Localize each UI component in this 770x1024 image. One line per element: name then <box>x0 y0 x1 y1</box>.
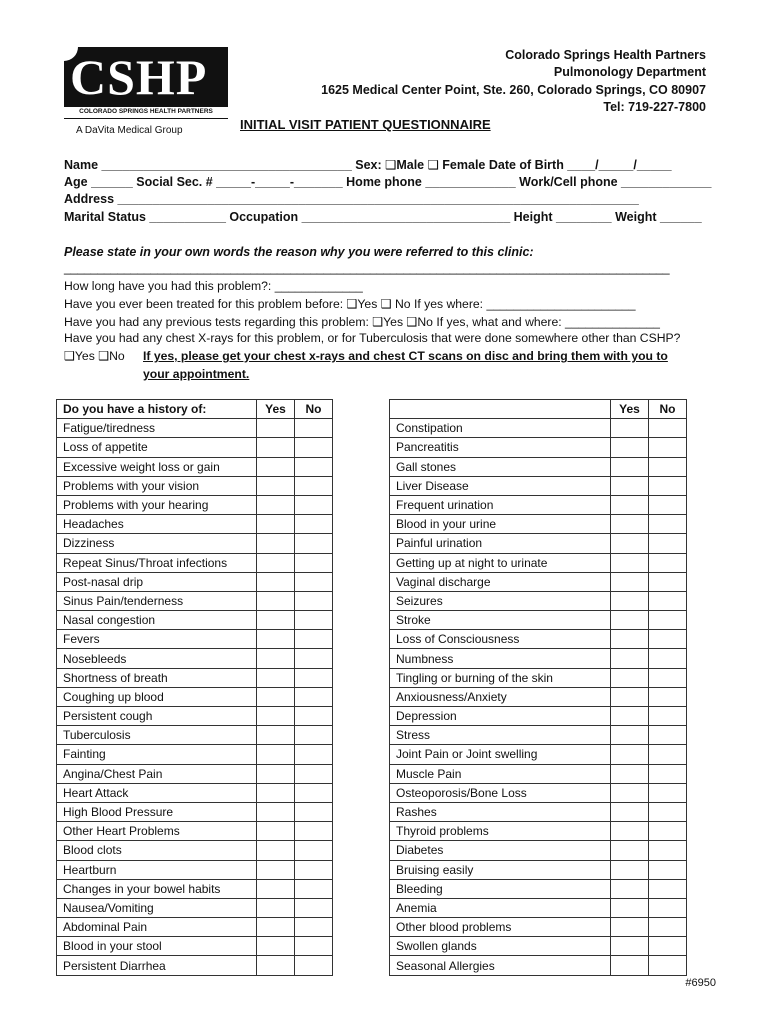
org-name: Colorado Springs Health Partners <box>505 48 706 62</box>
yes-checkbox[interactable] <box>257 649 295 668</box>
no-checkbox[interactable] <box>649 611 687 630</box>
logo-mark: CSHP <box>70 49 208 105</box>
condition-label: Problems with your hearing <box>57 495 257 514</box>
no-checkbox[interactable] <box>295 457 333 476</box>
column-gap <box>333 956 390 975</box>
table-header-row <box>57 400 687 419</box>
yes-checkbox[interactable] <box>257 668 295 687</box>
condition-label: Heartburn <box>57 860 257 879</box>
condition-label: Excessive weight loss or gain <box>57 457 257 476</box>
chest-xray-instructions-cont: your appointment. <box>143 367 250 381</box>
condition-label: Fevers <box>57 630 257 649</box>
marital-occupation-line[interactable]: Marital Status ___________ Occupation ______________________________ Height ________ Weight ______ <box>64 210 702 224</box>
table-row <box>57 457 687 476</box>
condition-label: Anxiousness/Anxiety <box>390 687 611 706</box>
column-gap <box>333 515 390 534</box>
yes-checkbox[interactable] <box>257 534 295 553</box>
condition-label: Repeat Sinus/Throat infections <box>57 553 257 572</box>
no-checkbox[interactable] <box>295 726 333 745</box>
page-title: INITIAL VISIT PATIENT QUESTIONNAIRE <box>240 117 491 132</box>
condition-label: Nasal congestion <box>57 611 257 630</box>
no-checkbox[interactable] <box>295 534 333 553</box>
table-row <box>57 918 687 937</box>
yes-checkbox[interactable] <box>611 802 649 821</box>
yes-checkbox[interactable] <box>611 687 649 706</box>
column-gap <box>333 783 390 802</box>
condition-label: Coughing up blood <box>57 687 257 706</box>
table-row <box>57 553 687 572</box>
condition-label: Anemia <box>390 898 611 917</box>
condition-label: Numbness <box>390 649 611 668</box>
yes-checkbox[interactable] <box>611 591 649 610</box>
table-row <box>57 515 687 534</box>
condition-label: Dizziness <box>57 534 257 553</box>
logo-tagline: A DaVita Medical Group <box>76 125 183 136</box>
no-checkbox[interactable] <box>649 802 687 821</box>
yes-checkbox[interactable] <box>611 534 649 553</box>
no-checkbox[interactable] <box>649 553 687 572</box>
condition-label: Muscle Pain <box>390 764 611 783</box>
condition-label: Heart Attack <box>57 783 257 802</box>
yes-checkbox[interactable] <box>611 841 649 860</box>
yes-checkbox[interactable] <box>611 419 649 438</box>
condition-label: Tingling or burning of the skin <box>390 668 611 687</box>
no-checkbox[interactable] <box>649 898 687 917</box>
yes-checkbox[interactable] <box>257 879 295 898</box>
telephone: Tel: 719-227-7800 <box>603 100 706 114</box>
no-checkbox[interactable] <box>295 879 333 898</box>
condition-label: Getting up at night to urinate <box>390 553 611 572</box>
table-row <box>57 860 687 879</box>
table-row <box>57 687 687 706</box>
no-checkbox[interactable] <box>649 726 687 745</box>
condition-label: Gall stones <box>390 457 611 476</box>
yes-checkbox[interactable] <box>611 495 649 514</box>
condition-label: Fainting <box>57 745 257 764</box>
yes-checkbox[interactable] <box>257 495 295 514</box>
column-gap <box>333 534 390 553</box>
table-row <box>57 495 687 514</box>
chest-xray-question: Have you had any chest X-rays for this problem, or for Tuberculosis that were done somewhere other than CSHP? <box>64 331 681 345</box>
no-checkbox[interactable] <box>649 918 687 937</box>
history-header-label-right <box>390 400 611 419</box>
table-row <box>57 783 687 802</box>
no-checkbox[interactable] <box>649 419 687 438</box>
condition-label: Headaches <box>57 515 257 534</box>
reason-prompt: Please state in your own words the reason why you were referred to this clinic: <box>64 245 534 259</box>
table-row <box>57 726 687 745</box>
yes-checkbox[interactable] <box>611 918 649 937</box>
condition-label: Persistent Diarrhea <box>57 956 257 975</box>
table-row <box>57 419 687 438</box>
no-checkbox[interactable] <box>295 611 333 630</box>
column-gap <box>333 937 390 956</box>
yes-checkbox[interactable] <box>611 879 649 898</box>
yes-checkbox[interactable] <box>257 783 295 802</box>
no-checkbox[interactable] <box>295 419 333 438</box>
table-row <box>57 630 687 649</box>
condition-label: Pancreatitis <box>390 438 611 457</box>
table-row <box>57 668 687 687</box>
table-row <box>57 534 687 553</box>
yes-checkbox[interactable] <box>611 476 649 495</box>
age-ssn-phone-line[interactable]: Age ______ Social Sec. # _____-_____-_______ Home phone _____________ Work/Cell phone _____________ <box>64 175 712 189</box>
yes-header-right: Yes <box>611 400 649 419</box>
no-checkbox[interactable] <box>649 668 687 687</box>
no-checkbox[interactable] <box>295 860 333 879</box>
no-checkbox[interactable] <box>649 457 687 476</box>
no-checkbox[interactable] <box>649 572 687 591</box>
column-gap <box>333 726 390 745</box>
condition-label: Blood in your stool <box>57 937 257 956</box>
column-gap <box>333 822 390 841</box>
no-checkbox[interactable] <box>295 822 333 841</box>
yes-checkbox[interactable] <box>257 419 295 438</box>
condition-label: Nausea/Vomiting <box>57 898 257 917</box>
table-row <box>57 822 687 841</box>
column-gap <box>333 668 390 687</box>
no-checkbox[interactable] <box>649 860 687 879</box>
yes-checkbox[interactable] <box>257 572 295 591</box>
treated-before-question[interactable]: Have you ever been treated for this problem before: ❑Yes ❑ No If yes where: ______________________ <box>64 297 636 311</box>
condition-label: Blood in your urine <box>390 515 611 534</box>
yes-checkbox[interactable] <box>257 687 295 706</box>
table-row <box>57 572 687 591</box>
condition-label: Persistent cough <box>57 707 257 726</box>
column-gap <box>333 591 390 610</box>
yes-checkbox[interactable] <box>257 438 295 457</box>
no-checkbox[interactable] <box>649 438 687 457</box>
yes-checkbox[interactable] <box>257 956 295 975</box>
yes-checkbox[interactable] <box>611 764 649 783</box>
logo-divider <box>64 118 228 119</box>
form-number: #6950 <box>685 977 716 989</box>
no-checkbox[interactable] <box>649 956 687 975</box>
yes-header: Yes <box>257 400 295 419</box>
table-row <box>57 476 687 495</box>
no-checkbox[interactable] <box>295 515 333 534</box>
address-line[interactable]: Address ___________________________________________________________________________ <box>64 192 639 206</box>
no-checkbox[interactable] <box>295 553 333 572</box>
address: 1625 Medical Center Point, Ste. 260, Colorado Springs, CO 80907 <box>321 83 706 97</box>
no-checkbox[interactable] <box>295 591 333 610</box>
table-row <box>57 764 687 783</box>
yes-checkbox[interactable] <box>611 649 649 668</box>
no-checkbox[interactable] <box>649 495 687 514</box>
condition-label: Bruising easily <box>390 860 611 879</box>
column-gap <box>333 707 390 726</box>
table-row <box>57 937 687 956</box>
table-row <box>57 438 687 457</box>
column-gap <box>333 802 390 821</box>
yes-checkbox[interactable] <box>611 611 649 630</box>
condition-label: Stress <box>390 726 611 745</box>
condition-label: Thyroid problems <box>390 822 611 841</box>
yes-checkbox[interactable] <box>257 802 295 821</box>
condition-label: Osteoporosis/Bone Loss <box>390 783 611 802</box>
condition-label: Stroke <box>390 611 611 630</box>
condition-label: Depression <box>390 707 611 726</box>
column-gap <box>333 860 390 879</box>
condition-label: Abdominal Pain <box>57 918 257 937</box>
no-checkbox[interactable] <box>649 649 687 668</box>
yes-checkbox[interactable] <box>611 726 649 745</box>
condition-label: Post-nasal drip <box>57 572 257 591</box>
no-checkbox[interactable] <box>295 649 333 668</box>
logo-strip-text: COLORADO SPRINGS HEALTH PARTNERS <box>64 107 228 117</box>
column-gap <box>333 495 390 514</box>
yes-checkbox[interactable] <box>611 707 649 726</box>
no-checkbox[interactable] <box>295 937 333 956</box>
no-checkbox[interactable] <box>649 687 687 706</box>
column-gap <box>333 918 390 937</box>
column-gap <box>333 611 390 630</box>
condition-label: Painful urination <box>390 534 611 553</box>
column-gap <box>333 630 390 649</box>
condition-label: Joint Pain or Joint swelling <box>390 745 611 764</box>
condition-label: Blood clots <box>57 841 257 860</box>
yes-checkbox[interactable] <box>257 918 295 937</box>
no-checkbox[interactable] <box>295 898 333 917</box>
yes-checkbox[interactable] <box>257 764 295 783</box>
reason-blank[interactable]: ___________________________________________________________________________________________ <box>64 261 670 275</box>
yes-checkbox[interactable] <box>257 898 295 917</box>
column-gap <box>333 879 390 898</box>
column-gap <box>333 476 390 495</box>
yes-checkbox[interactable] <box>257 553 295 572</box>
no-checkbox[interactable] <box>295 707 333 726</box>
condition-label: Frequent urination <box>390 495 611 514</box>
yes-checkbox[interactable] <box>611 860 649 879</box>
no-checkbox[interactable] <box>295 841 333 860</box>
no-checkbox[interactable] <box>649 591 687 610</box>
yes-checkbox[interactable] <box>611 553 649 572</box>
no-checkbox[interactable] <box>649 476 687 495</box>
condition-label: Other blood problems <box>390 918 611 937</box>
yes-checkbox[interactable] <box>611 668 649 687</box>
condition-label: Rashes <box>390 802 611 821</box>
column-gap <box>333 400 390 419</box>
no-checkbox[interactable] <box>649 783 687 802</box>
chest-xray-instructions: If yes, please get your chest x-rays and chest CT scans on disc and bring them with you to <box>143 349 668 363</box>
condition-label: Seasonal Allergies <box>390 956 611 975</box>
yes-checkbox[interactable] <box>257 457 295 476</box>
table-row <box>57 591 687 610</box>
yes-checkbox[interactable] <box>257 745 295 764</box>
condition-label: Fatigue/tiredness <box>57 419 257 438</box>
condition-label: Problems with your vision <box>57 476 257 495</box>
yes-checkbox[interactable] <box>611 438 649 457</box>
problem-duration-question[interactable]: How long have you had this problem?: _____________ <box>64 279 363 293</box>
yes-checkbox[interactable] <box>257 707 295 726</box>
yes-checkbox[interactable] <box>611 822 649 841</box>
no-checkbox[interactable] <box>295 668 333 687</box>
yes-checkbox[interactable] <box>611 630 649 649</box>
table-row <box>57 879 687 898</box>
no-checkbox[interactable] <box>649 879 687 898</box>
table-row <box>57 649 687 668</box>
no-header-right: No <box>649 400 687 419</box>
yes-checkbox[interactable] <box>611 515 649 534</box>
condition-label: Bleeding <box>390 879 611 898</box>
yes-checkbox[interactable] <box>257 726 295 745</box>
chest-xray-options[interactable]: ❑Yes ❑No <box>64 349 125 363</box>
column-gap <box>333 764 390 783</box>
column-gap <box>333 649 390 668</box>
no-checkbox[interactable] <box>295 918 333 937</box>
no-checkbox[interactable] <box>649 630 687 649</box>
no-checkbox[interactable] <box>295 764 333 783</box>
column-gap <box>333 687 390 706</box>
condition-label: Liver Disease <box>390 476 611 495</box>
table-row <box>57 707 687 726</box>
name-sex-dob-line[interactable]: Name ____________________________________ Sex: ❑Male ❑ Female Date of Birth ____/_____/_____ <box>64 158 672 172</box>
no-checkbox[interactable] <box>649 764 687 783</box>
no-checkbox[interactable] <box>295 956 333 975</box>
no-checkbox[interactable] <box>295 572 333 591</box>
condition-label: Other Heart Problems <box>57 822 257 841</box>
table-row <box>57 611 687 630</box>
yes-checkbox[interactable] <box>257 630 295 649</box>
no-checkbox[interactable] <box>295 802 333 821</box>
yes-checkbox[interactable] <box>257 822 295 841</box>
yes-checkbox[interactable] <box>257 860 295 879</box>
condition-label: High Blood Pressure <box>57 802 257 821</box>
table-row <box>57 841 687 860</box>
condition-label: Nosebleeds <box>57 649 257 668</box>
yes-checkbox[interactable] <box>257 476 295 495</box>
history-table <box>56 399 687 976</box>
yes-checkbox[interactable] <box>257 611 295 630</box>
yes-checkbox[interactable] <box>257 841 295 860</box>
yes-checkbox[interactable] <box>257 937 295 956</box>
condition-label: Diabetes <box>390 841 611 860</box>
no-header: No <box>295 400 333 419</box>
column-gap <box>333 841 390 860</box>
no-checkbox[interactable] <box>649 841 687 860</box>
condition-label: Angina/Chest Pain <box>57 764 257 783</box>
table-row <box>57 898 687 917</box>
condition-label: Vaginal discharge <box>390 572 611 591</box>
no-checkbox[interactable] <box>295 687 333 706</box>
no-checkbox[interactable] <box>649 937 687 956</box>
condition-label: Shortness of breath <box>57 668 257 687</box>
condition-label: Changes in your bowel habits <box>57 879 257 898</box>
history-header-label: Do you have a history of: <box>57 400 257 419</box>
column-gap <box>333 898 390 917</box>
yes-checkbox[interactable] <box>611 572 649 591</box>
no-checkbox[interactable] <box>649 534 687 553</box>
yes-checkbox[interactable] <box>611 457 649 476</box>
previous-tests-question[interactable]: Have you had any previous tests regarding this problem: ❑Yes ❑No If yes, what and where: ______________ <box>64 315 660 329</box>
no-checkbox[interactable] <box>295 495 333 514</box>
yes-checkbox[interactable] <box>257 515 295 534</box>
column-gap <box>333 419 390 438</box>
column-gap <box>333 553 390 572</box>
no-checkbox[interactable] <box>295 476 333 495</box>
condition-label: Loss of appetite <box>57 438 257 457</box>
column-gap <box>333 745 390 764</box>
no-checkbox[interactable] <box>649 515 687 534</box>
no-checkbox[interactable] <box>649 707 687 726</box>
yes-checkbox[interactable] <box>611 745 649 764</box>
condition-label: Constipation <box>390 419 611 438</box>
no-checkbox[interactable] <box>295 630 333 649</box>
condition-label: Sinus Pain/tenderness <box>57 591 257 610</box>
no-checkbox[interactable] <box>649 822 687 841</box>
condition-label: Loss of Consciousness <box>390 630 611 649</box>
yes-checkbox[interactable] <box>611 956 649 975</box>
table-row <box>57 802 687 821</box>
no-checkbox[interactable] <box>295 438 333 457</box>
yes-checkbox[interactable] <box>257 591 295 610</box>
column-gap <box>333 572 390 591</box>
no-checkbox[interactable] <box>295 783 333 802</box>
condition-label: Swollen glands <box>390 937 611 956</box>
table-row <box>57 956 687 975</box>
column-gap <box>333 438 390 457</box>
no-checkbox[interactable] <box>295 745 333 764</box>
yes-checkbox[interactable] <box>611 937 649 956</box>
condition-label: Tuberculosis <box>57 726 257 745</box>
yes-checkbox[interactable] <box>611 783 649 802</box>
condition-label: Seizures <box>390 591 611 610</box>
table-row <box>57 745 687 764</box>
no-checkbox[interactable] <box>649 745 687 764</box>
yes-checkbox[interactable] <box>611 898 649 917</box>
department: Pulmonology Department <box>553 65 706 79</box>
column-gap <box>333 457 390 476</box>
